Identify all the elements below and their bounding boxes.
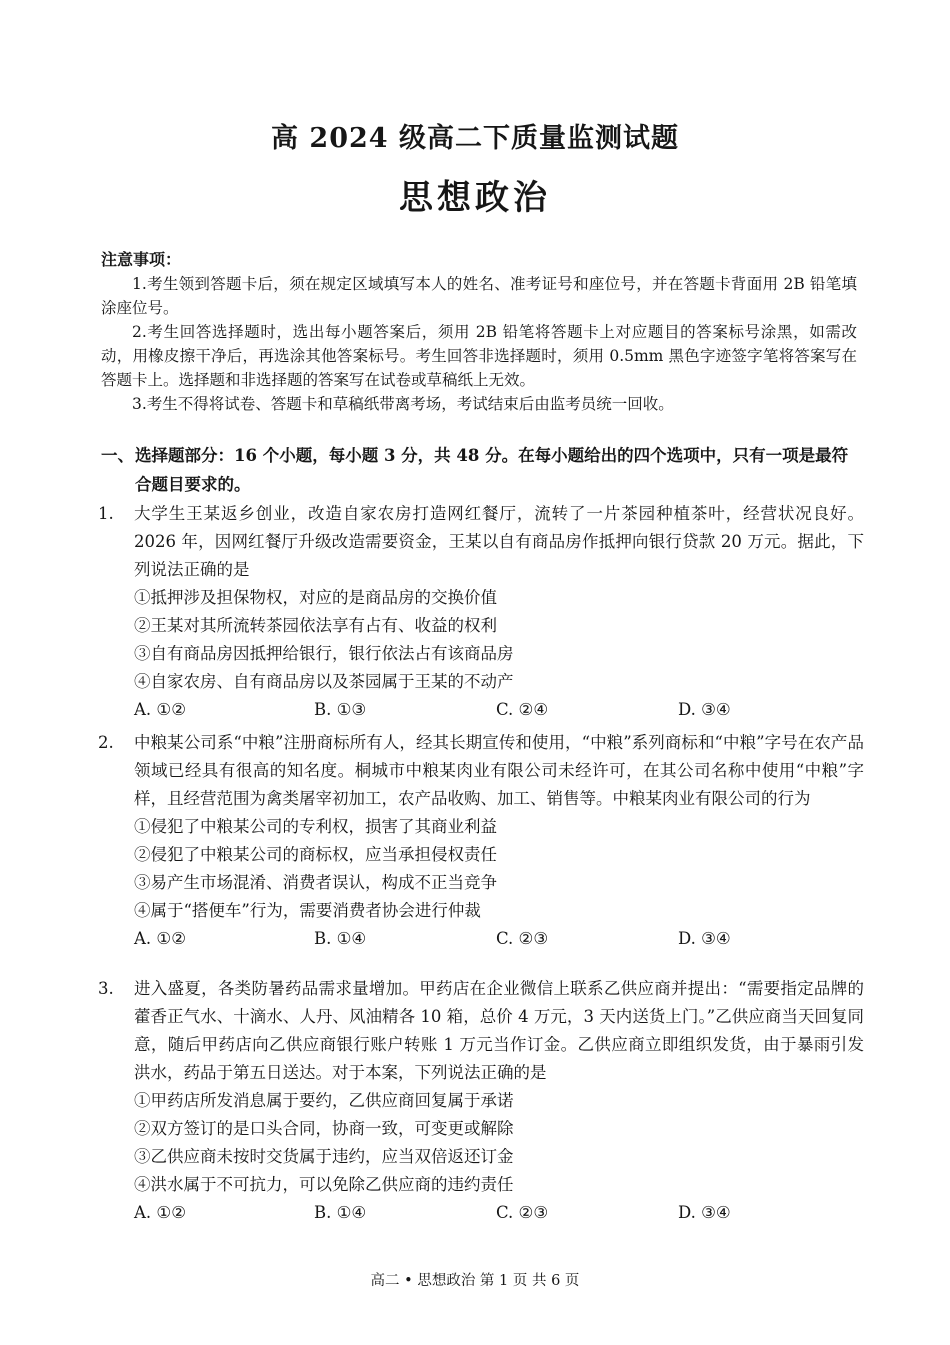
question-number: 1.	[98, 504, 114, 523]
section-number: 一、	[101, 446, 134, 465]
option-d: D. ③④	[678, 929, 731, 948]
exam-title: 高 2024 级高二下质量监测试题	[271, 123, 679, 154]
option-a: A. ①②	[134, 929, 186, 948]
option-b: B. ①③	[314, 700, 367, 719]
option-a: A. ①②	[134, 1203, 186, 1222]
question-number: 2.	[98, 733, 114, 752]
question-3	[98, 975, 864, 1227]
answer-options	[134, 696, 864, 724]
section-instructions: 选择题部分：16 个小题，每小题 3 分，共 48 分。在每小题给出的四个选项中，只有一项是最符合题目要求的。	[135, 446, 849, 494]
question-number: 3.	[98, 979, 114, 998]
section-heading	[101, 441, 861, 499]
question-2	[98, 729, 864, 953]
notice-item: 3.考生不得将试卷、答题卡和草稿纸带离考场，考试结束后由监考员统一回收。	[132, 395, 674, 413]
statement: ①抵押涉及担保物权，对应的是商品房的交换价值	[134, 588, 497, 607]
answer-options	[134, 1199, 864, 1227]
answer-options	[134, 925, 864, 953]
subject-title: 思想政治	[399, 178, 551, 218]
question-1	[98, 500, 864, 724]
statement: ④洪水属于不可抗力，可以免除乙供应商的违约责任	[134, 1175, 514, 1194]
statement: ②王某对其所流转茶园依法享有占有、收益的权利	[134, 616, 497, 635]
statement: ③自有商品房因抵押给银行，银行依法占有该商品房	[134, 644, 514, 663]
option-c: C. ②③	[496, 1203, 549, 1222]
statement: ③易产生市场混淆、消费者误认，构成不正当竞争	[134, 873, 497, 892]
statement: ④自家农房、自有商品房以及茶园属于王某的不动产	[134, 672, 514, 691]
option-b: B. ①④	[314, 1203, 367, 1222]
notice-item: 2.考生回答选择题时，选出每小题答案后，须用 2B 铅笔将答题卡上对应题目的答案标号涂黑，如需改动，用橡皮擦干净后，再选涂其他答案标号。考生回答非选择题时，须用 0.5mm 黑色字迹签字笔将答案写在答题卡上。选择题和非选择题的答案写在试卷或草稿纸上无效。	[101, 323, 857, 389]
notice-section	[101, 248, 857, 416]
statement: ②双方签订的是口头合同，协商一致，可变更或解除	[134, 1119, 514, 1138]
question-stem: 进入盛夏，各类防暑药品需求量增加。甲药店在企业微信上联系乙供应商并提出：“需要指定品牌的藿香正气水、十滴水、人丹、风油精各 10 箱，总价 4 万元，3 天内送货上门。”乙供应商当天回复同意，随后甲药店向乙供应商银行账户转账 1 万元当作订金。乙供应商立即组织发货，由于暴雨引发洪水，药品于第五日送达。对于本案，下列说法正确的是	[134, 979, 864, 1082]
option-c: C. ②④	[496, 700, 549, 719]
question-stem: 大学生王某返乡创业，改造自家农房打造网红餐厅，流转了一片茶园种植茶叶，经营状况良好。2026 年，因网红餐厅升级改造需要资金，王某以自有商品房作抵押向银行贷款 20 万元。据此，下列说法正确的是	[134, 504, 864, 579]
page-footer: 高二 • 思想政治 第 1 页 共 6 页	[370, 1273, 580, 1289]
statement: ①侵犯了中粮某公司的专利权，损害了其商业利益	[134, 817, 497, 836]
statement: ③乙供应商未按时交货属于违约，应当双倍返还订金	[134, 1147, 514, 1166]
statement: ④属于“搭便车”行为，需要消费者协会进行仲裁	[134, 901, 481, 920]
option-b: B. ①④	[314, 929, 367, 948]
statement: ①甲药店所发消息属于要约，乙供应商回复属于承诺	[134, 1091, 514, 1110]
option-c: C. ②③	[496, 929, 549, 948]
notice-heading: 注意事项：	[101, 250, 182, 269]
option-a: A. ①②	[134, 700, 186, 719]
question-stem: 中粮某公司系“中粮”注册商标所有人，经其长期宣传和使用，“中粮”系列商标和“中粮”字号在农产品领域已经具有很高的知名度。桐城市中粮某肉业有限公司未经许可，在其公司名称中使用“中粮”字样，且经营范围为禽类屠宰初加工，农产品收购、加工、销售等。中粮某肉业有限公司的行为	[134, 733, 864, 808]
notice-item: 1.考生领到答题卡后，须在规定区域填写本人的姓名、准考证号和座位号，并在答题卡背面用 2B 铅笔填涂座位号。	[101, 275, 857, 317]
option-d: D. ③④	[678, 700, 731, 719]
option-d: D. ③④	[678, 1203, 731, 1222]
statement: ②侵犯了中粮某公司的商标权，应当承担侵权责任	[134, 845, 497, 864]
